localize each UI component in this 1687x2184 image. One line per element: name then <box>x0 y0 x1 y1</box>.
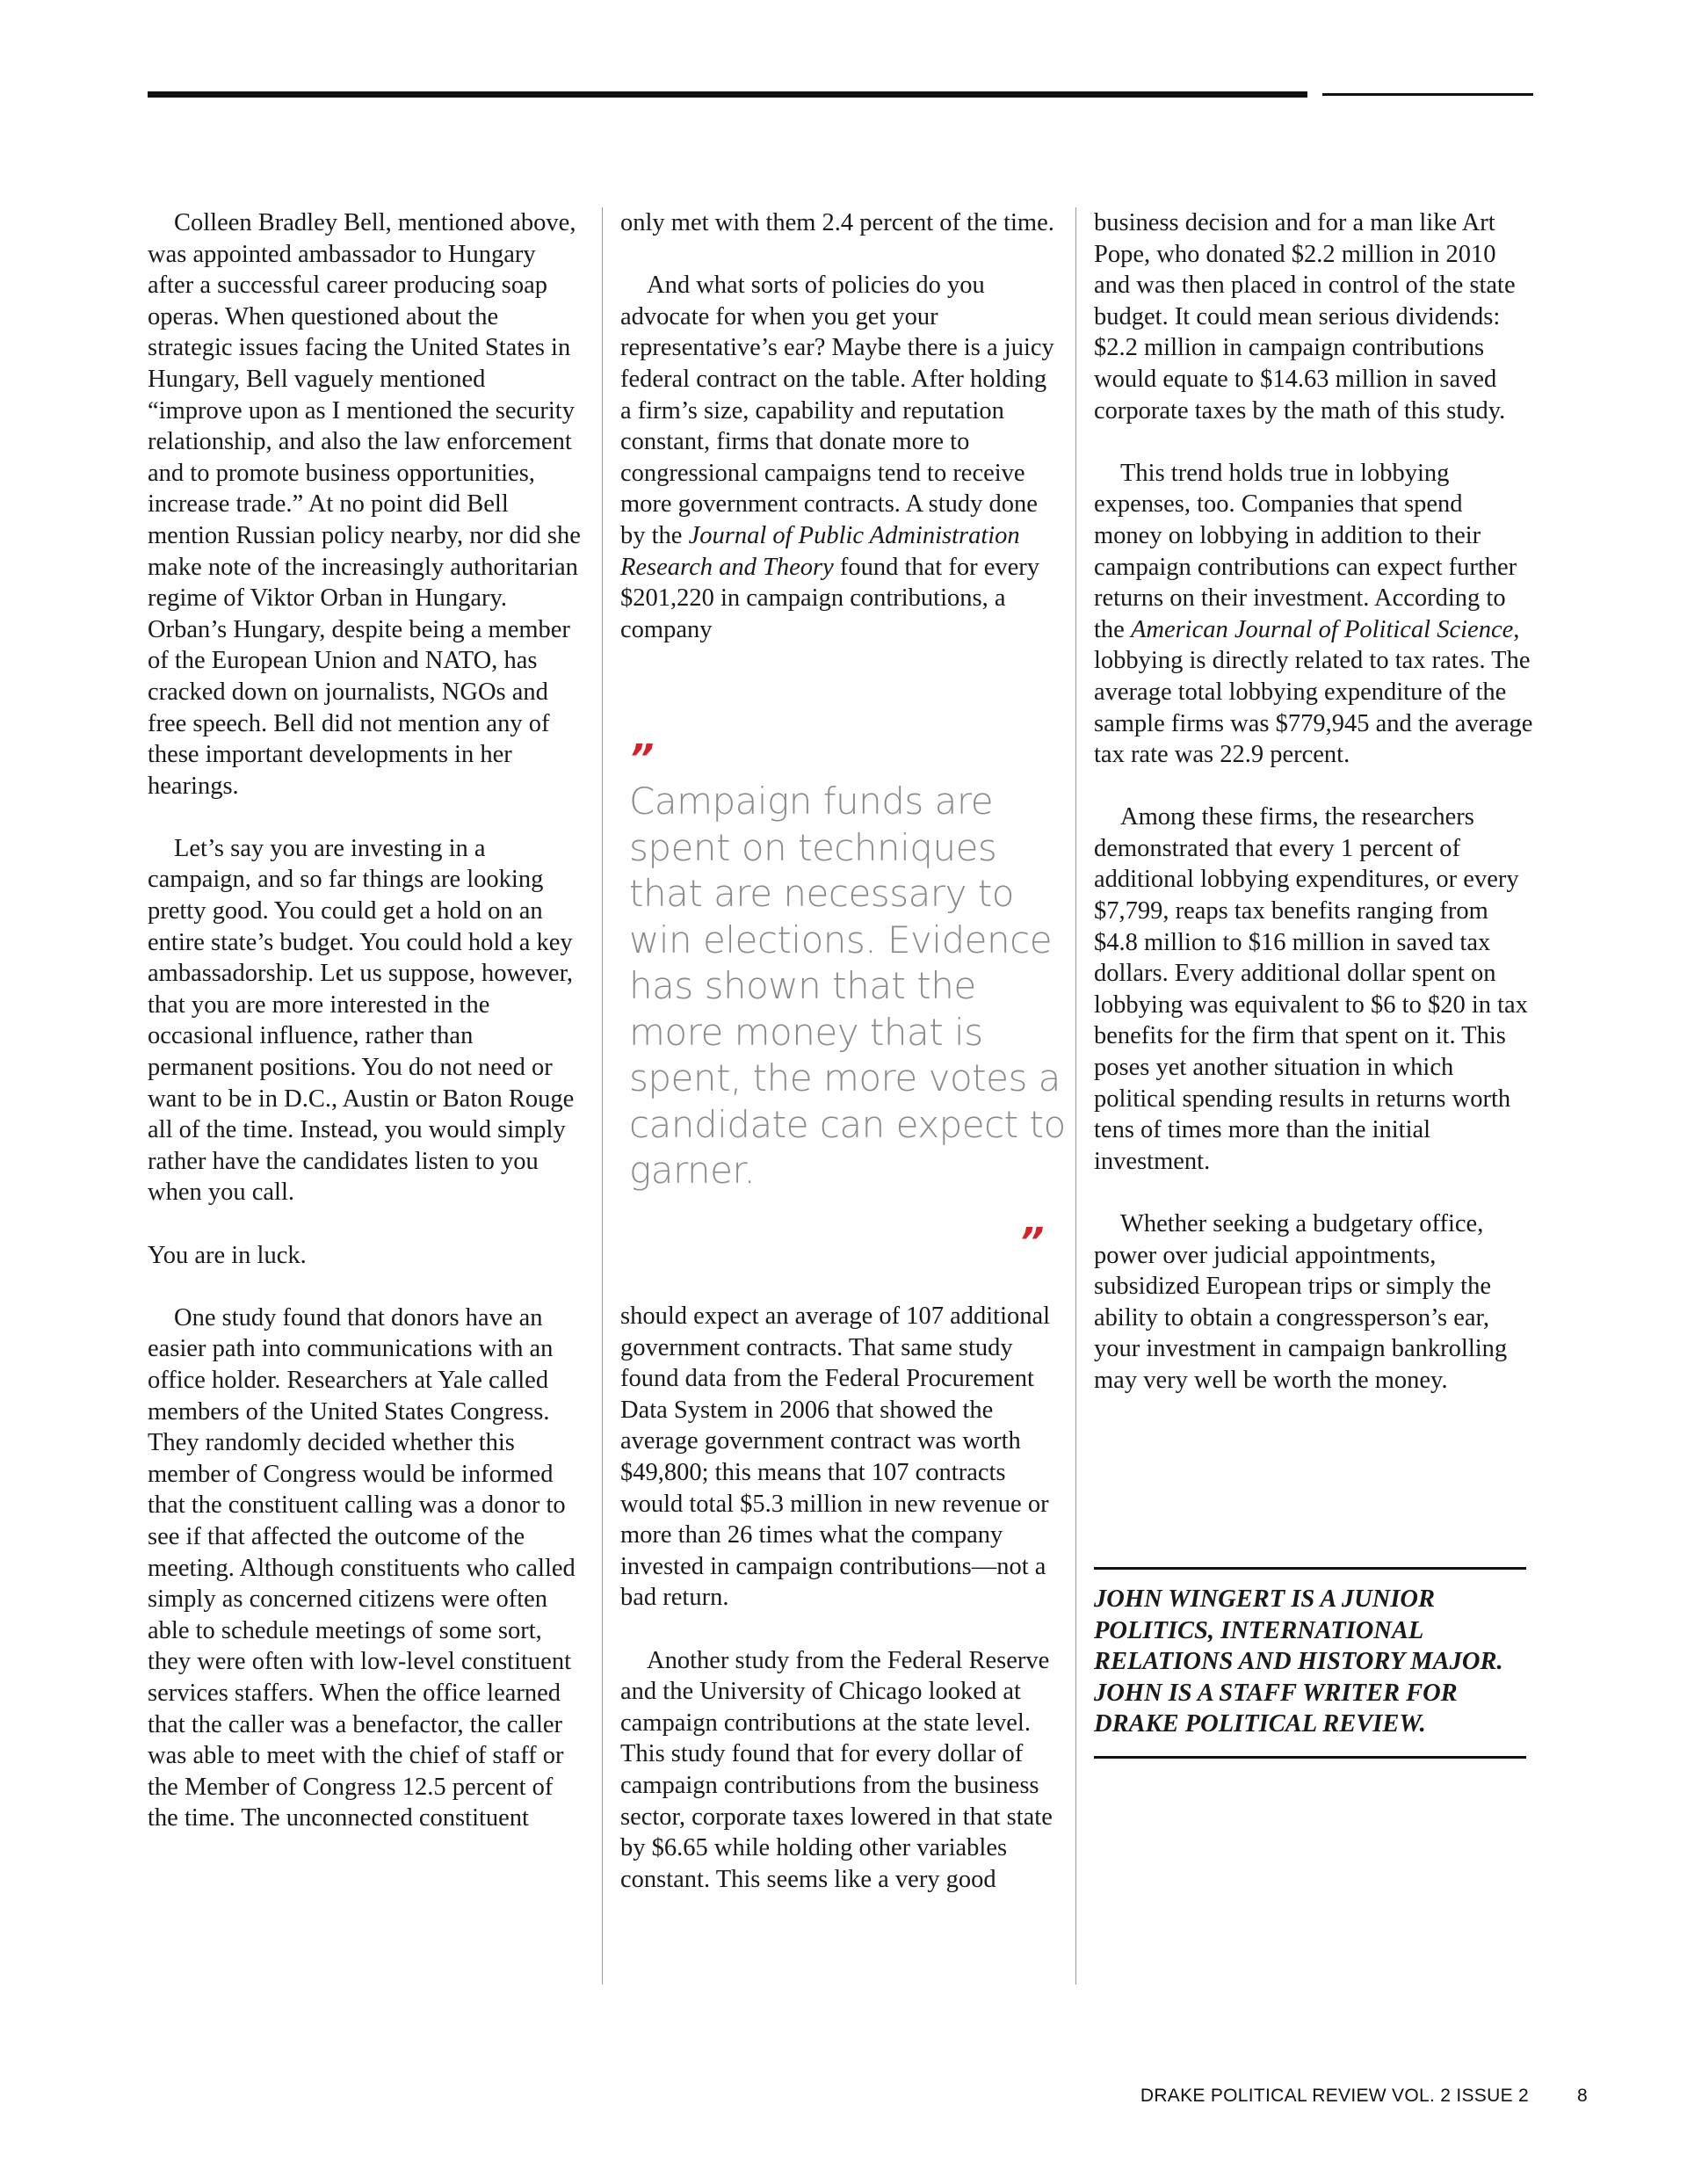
paragraph: Another study from the Federal Reserve and the University of Chicago looked at campaign contributions at the state level. This study found that for every dollar of campaign contributions from the business sector, corporate taxes lowered in that state by $6.65 while holding other variables constant. This seems like a very good <box>620 1646 1053 1893</box>
column-divider <box>1075 207 1076 1984</box>
bio-rule-top <box>1094 1567 1526 1570</box>
paragraph: only met with them 2.4 percent of the time. <box>620 209 1054 236</box>
journal-title: American Journal of Political Science <box>1130 615 1514 643</box>
paragraph-text: found that for every $201,220 in campaign contributions, a company <box>620 553 1039 643</box>
article-column-2-top <box>620 207 1056 645</box>
pullquote-close-mark: ” <box>1019 1220 1045 1265</box>
bio-rule-bottom <box>1094 1756 1526 1759</box>
paragraph-text: , lobbying is directly related to tax rates. The average total lobbying expenditure of the sample firms was $779,945 and the average tax rate was 22.9 percent. <box>1094 615 1533 769</box>
paragraph: Colleen Bradley Bell, mentioned above, was appointed ambassador to Hungary after a successful career producing soap operas. When questioned about the strategic issues facing the United States in Hungary, Bell vaguely mentioned “improve upon as I mentioned the security relationship, and also the law enforcement and to promote business opportunities, increase trade.” At no point did Bell mention Russian policy nearby, nor did she make note of the increasingly authoritarian regime of Viktor Orban in Hungary. Orban’s Hungary, despite being a member of the European Union and NATO, has cracked down on journalists, NGOs and free speech. Bell did not mention any of these important developments in her hearings. <box>148 209 581 800</box>
paragraph-text: This trend holds true in lobbying expenses, too. Companies that spend money on lobbying in addition to their campaign contributions can expect further returns on their investment. According to the <box>1094 459 1517 643</box>
article-column-3 <box>1094 207 1533 1397</box>
column-divider <box>602 207 603 1984</box>
article-column-1 <box>148 207 583 1834</box>
paragraph <box>620 270 1056 645</box>
pullquote: Campaign funds are spent on techniques that are necessary to win elections. Evidence has shown that the more money that is spent, the more votes a candidate can expect to garner. <box>629 780 1066 1192</box>
paragraph <box>1094 458 1533 771</box>
paragraph: Whether seeking a budgetary office, power over judicial appointments, subsidized European trips or simply the ability to obtain a congressperson’s ear, your investment in campaign bankrolling may very well be worth the money. <box>1094 1210 1508 1394</box>
paragraph: You are in luck. <box>148 1241 307 1269</box>
paragraph: Among these firms, the researchers demonstrated that every 1 percent of additional lobbying expenditures, or every $7,799, reaps tax benefits ranging from $4.8 million to $16 million in saved tax dollars. Every additional dollar spent on lobbying was equivalent to $6 to $20 in tax benefits for the firm that spent on it. This poses yet another situation in which political spending results in returns worth tens of times more than the initial investment. <box>1094 803 1528 1175</box>
article-column-2-bottom <box>620 1301 1056 1895</box>
page-number: 8 <box>1577 2086 1588 2106</box>
paragraph-text: And what sorts of policies do you advocate for when you get your representative’s ear? Maybe there is a juicy federal contract on the table. After holding a firm’s size, capability and reputation constant, firms that donate more to congressional campaigns tend to receive more government contracts. A study done by the <box>620 272 1054 549</box>
author-bio: JOHN WINGERT IS A JUNIOR POLITICS, INTERNATIONAL RELATIONS AND HISTORY MAJOR. JOHN IS A STAFF WRITER FOR DRAKE POLITICAL REVIEW. <box>1094 1585 1503 1738</box>
paragraph: business decision and for a man like Art Pope, who donated $2.2 million in 2010 and was then placed in control of the state budget. It could mean serious dividends: $2.2 million in campaign contributions would equate to $14.63 million in saved corporate taxes by the math of this study. <box>1094 209 1516 424</box>
pullquote-open-mark: ” <box>629 736 655 781</box>
journal-title: Journal of Public Administration Research and Theory <box>620 521 1020 581</box>
paragraph: should expect an average of 107 additional government contracts. That same study found data from the Federal Procurement Data System in 2006 that showed the average government contract was worth $49,800; this means that 107 contracts would total $5.3 million in new revenue or more than 26 times what the company invested in campaign contributions—not a bad return. <box>620 1302 1051 1612</box>
header-rule-thin <box>1322 93 1533 96</box>
paragraph: Let’s say you are investing in a campaign, and so far things are looking pretty good. You could get a hold on an entire state’s budget. You could hold a key ambassadorship. Let us suppose, however, that you are more interested in the occasional influence, rather than permanent positions. You do not need or want to be in D.C., Austin or Baton Rouge all of the time. Instead, you would simply rather have the candidates listen to you when you call. <box>148 834 575 1207</box>
paragraph: One study found that donors have an easier path into communications with an office holder. Researchers at Yale called members of the United States Congress. They randomly decided whether this member of Congress would be informed that the constituent calling was a donor to see if that affected the outcome of the meeting. Although constituents who called simply as concerned citizens were often able to schedule meetings of some sort, they were often with low-level constituent services staffers. When the office learned that the caller was a benefactor, the caller was able to meet with the chief of staff or the Member of Congress 12.5 percent of the time. The unconnected constituent <box>148 1303 576 1832</box>
footer-publication: DRAKE POLITICAL REVIEW VOL. 2 ISSUE 2 <box>1140 2086 1529 2106</box>
header-rule-thick <box>148 91 1307 98</box>
